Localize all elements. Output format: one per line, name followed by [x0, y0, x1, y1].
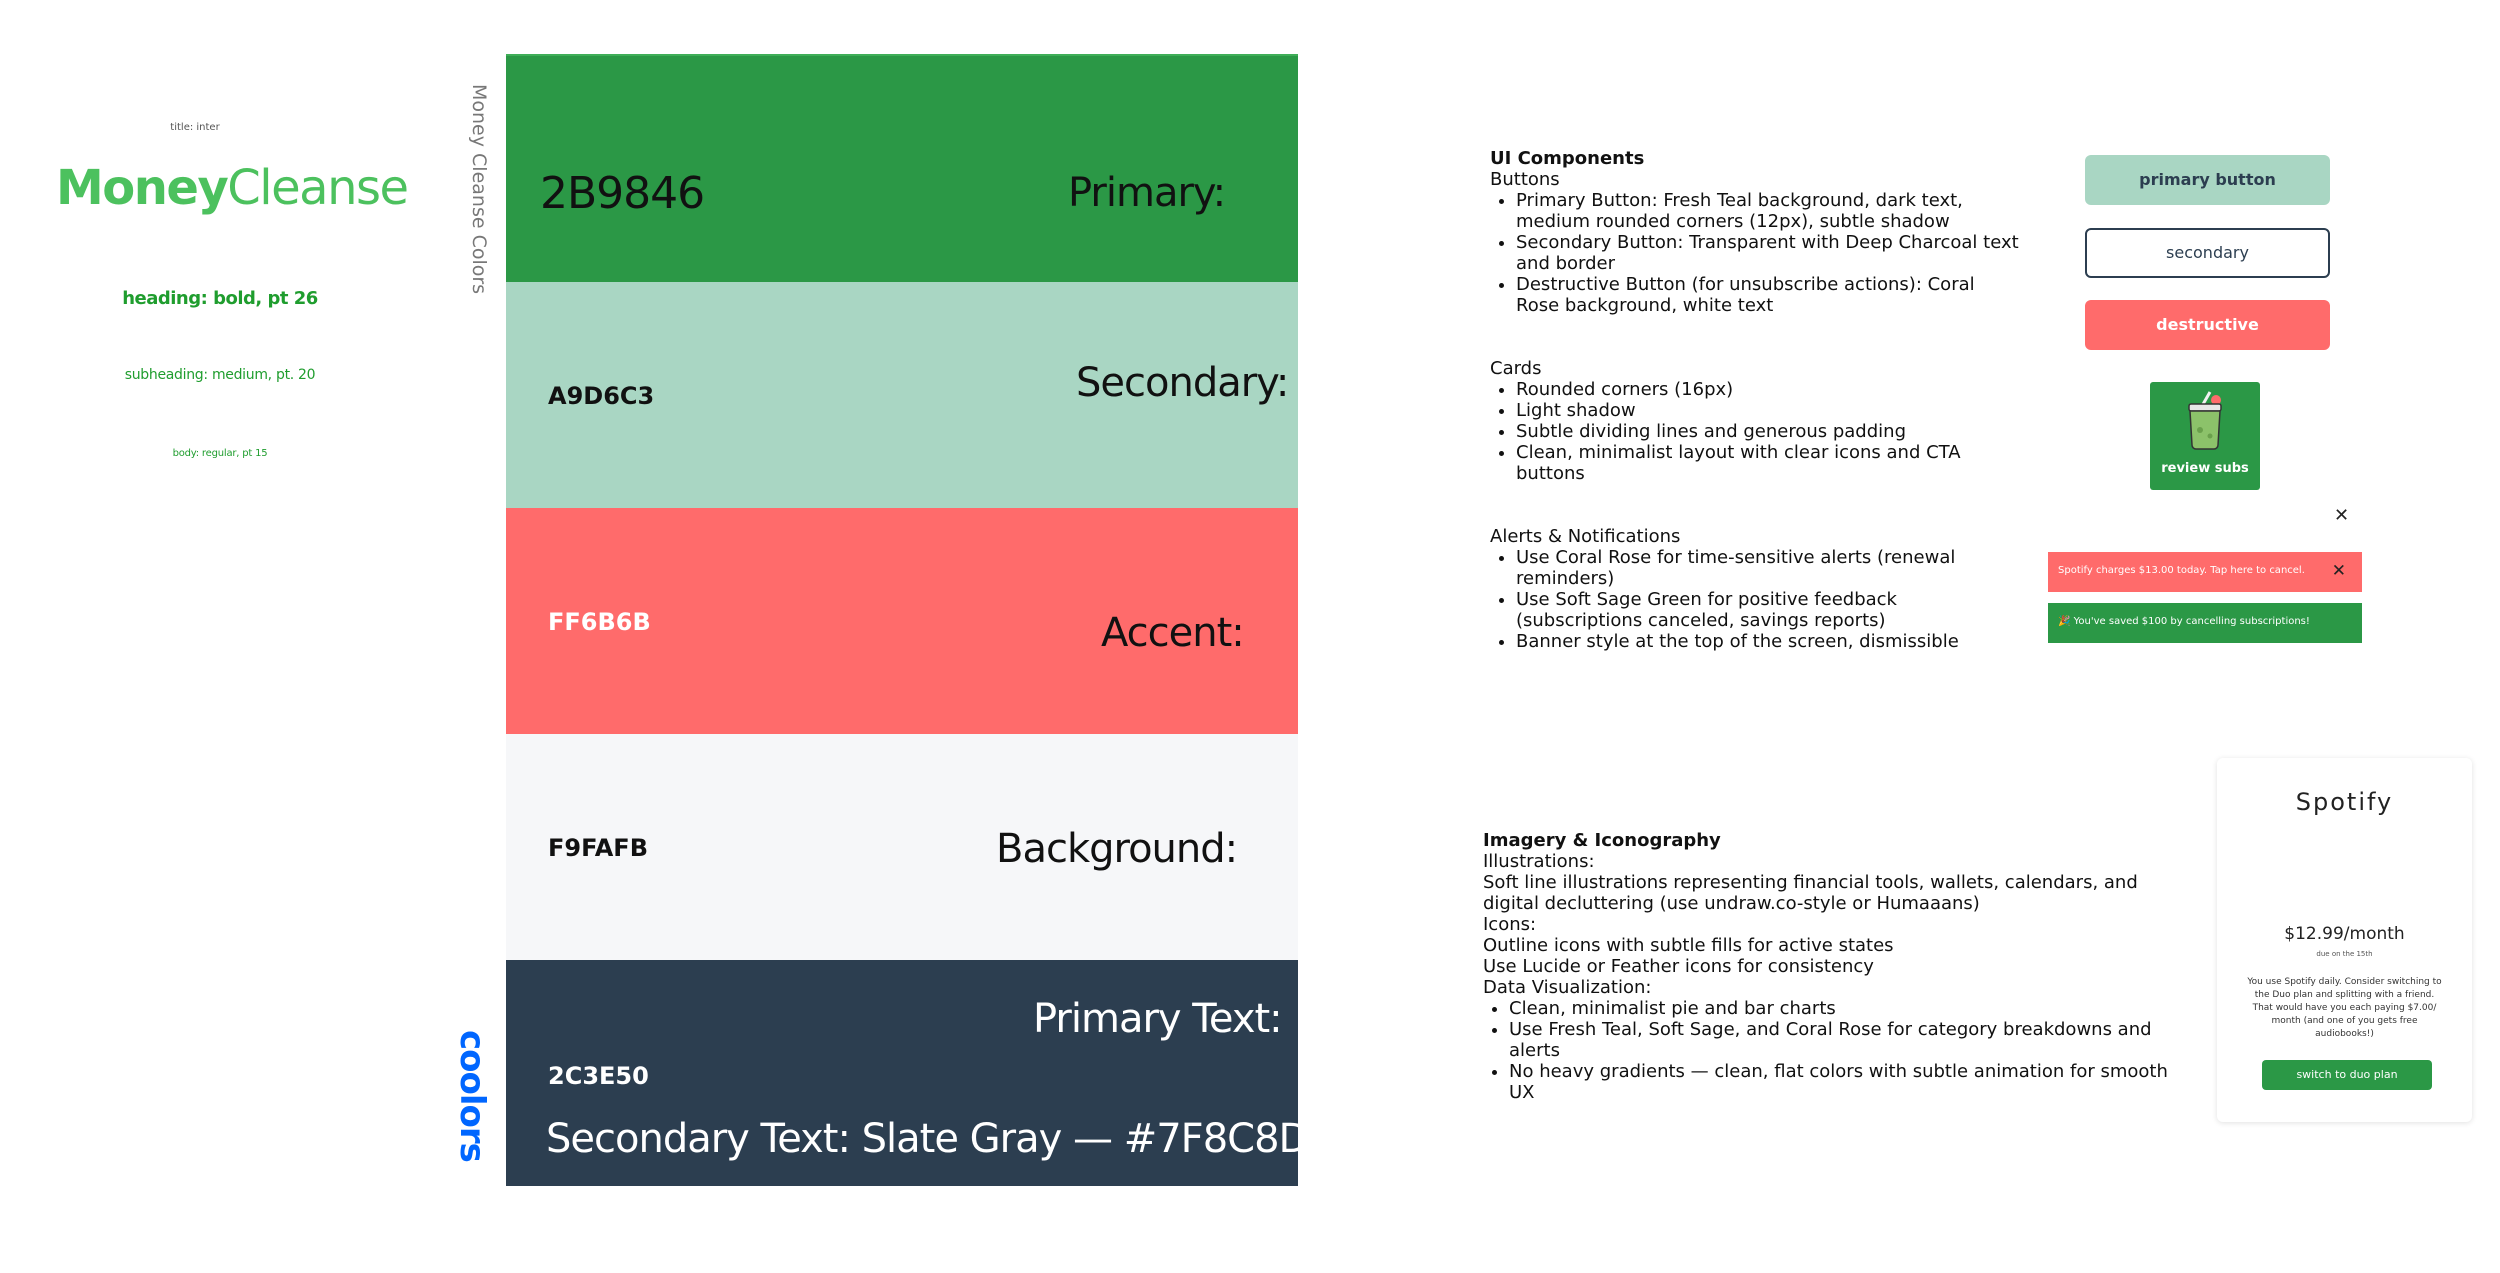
money-cleanse-logo	[56, 160, 408, 216]
suggestion-text: You use Spotify daily. Consider switching to the Duo plan and splitting with a friend. That would have you each paying $7.00/ month (and one of you gets free audiobooks!)	[2247, 977, 2442, 1039]
swatch-secondary	[506, 282, 1298, 508]
imagery-title: Imagery & Iconography	[1483, 830, 1721, 851]
primary-button[interactable]: primary button	[2085, 155, 2330, 205]
heading-style-note: heading: bold, pt 26	[122, 288, 318, 309]
swatch-accent	[506, 508, 1298, 734]
list-item: • No heavy gradients — clean, flat colors with subtle animation for smooth UX	[1509, 1061, 2183, 1103]
body-style-note: body: regular, pt 15	[172, 448, 268, 459]
buttons-list	[1490, 190, 2020, 316]
list-item: • Use Soft Sage Green for positive feedback (subscriptions canceled, savings reports)	[1516, 589, 2020, 631]
list-item: • Destructive Button (for unsubscribe actions): Coral Rose background, white text	[1516, 274, 2020, 316]
coolors-logo: coolors	[452, 1030, 492, 1162]
icons-line: Use Lucide or Feather icons for consistency	[1483, 956, 1874, 977]
swatch-background	[506, 734, 1298, 960]
imagery-section	[1483, 830, 2183, 1103]
review-subs-card[interactable]	[2150, 382, 2260, 490]
renewal-alert-banner[interactable]	[2048, 552, 2362, 592]
service-name: Spotify	[2295, 788, 2394, 816]
swatch-name: Primary Text:	[1033, 996, 1282, 1042]
secondary-text-note: Secondary Text: Slate Gray — #7F8C8D	[546, 1116, 1309, 1162]
secondary-button[interactable]: secondary	[2085, 228, 2330, 278]
swatch-hex: 2C3E50	[548, 1062, 649, 1090]
due-date: due on the 15th	[2316, 950, 2373, 958]
swatch-name: Primary:	[1068, 170, 1226, 216]
swatch-primary-text	[506, 960, 1309, 1186]
list-item: • Use Coral Rose for time-sensitive alerts (renewal reminders)	[1516, 547, 2020, 589]
list-item: • Subtle dividing lines and generous padding	[1516, 421, 2020, 442]
icons-heading: Icons:	[1483, 914, 1537, 935]
swatch-hex: F9FAFB	[548, 834, 648, 862]
close-icon[interactable]: ✕	[2331, 561, 2346, 580]
swatch-hex: A9D6C3	[548, 382, 655, 410]
swatch-name: Accent:	[1101, 610, 1244, 656]
destructive-button[interactable]: destructive	[2085, 300, 2330, 350]
list-item: • Clean, minimalist layout with clear icons and CTA buttons	[1516, 442, 2020, 484]
buttons-heading: Buttons	[1490, 169, 1560, 190]
cards-heading: Cards	[1490, 358, 1542, 379]
logo-bold-part: Money	[56, 160, 228, 216]
dataviz-list	[1483, 998, 2183, 1103]
icons-line: Outline icons with subtle fills for active states	[1483, 935, 1894, 956]
swatch-primary	[506, 54, 1298, 282]
smoothie-jar-icon	[2180, 390, 2230, 452]
list-item: • Primary Button: Fresh Teal background, dark text, medium rounded corners (12px), subtle shadow	[1516, 190, 2020, 232]
list-item: • Clean, minimalist pie and bar charts	[1509, 998, 2183, 1019]
logo-light-part: Cleanse	[227, 160, 408, 216]
list-item: • Use Fresh Teal, Soft Sage, and Coral Rose for category breakdowns and alerts	[1509, 1019, 2183, 1061]
palette-vertical-title: Money Cleanse Colors	[468, 84, 490, 295]
swatch-name: Secondary:	[1076, 360, 1289, 406]
list-item: • Light shadow	[1516, 400, 2020, 421]
spotify-subscription-card	[2217, 758, 2472, 1122]
alerts-heading: Alerts & Notifications	[1490, 526, 1681, 547]
review-subs-label: review subs	[2161, 461, 2249, 476]
alerts-list	[1490, 547, 2020, 652]
renewal-alert-text: Spotify charges $13.00 today. Tap here to cancel.	[2058, 565, 2305, 576]
illustrations-heading: Illustrations:	[1483, 851, 1595, 872]
cards-list	[1490, 379, 2020, 484]
swatch-hex: 2B9846	[540, 168, 705, 219]
list-item: • Banner style at the top of the screen, dismissible	[1516, 631, 2020, 652]
subheading-style-note: subheading: medium, pt. 20	[124, 367, 316, 383]
savings-alert-text: 🎉 You've saved $100 by cancelling subscriptions!	[2058, 616, 2310, 627]
switch-plan-button[interactable]: switch to duo plan	[2262, 1060, 2432, 1090]
illustrations-text: Soft line illustrations representing financial tools, wallets, calendars, and digital decluttering (use undraw.co-style or Humaaans)	[1483, 872, 2138, 914]
dataviz-heading: Data Visualization:	[1483, 977, 1652, 998]
ui-components-section	[1490, 148, 2020, 652]
title-font-note: title: inter	[170, 122, 220, 133]
swatch-hex: FF6B6B	[548, 608, 651, 636]
list-item: • Secondary Button: Transparent with Deep Charcoal text and border	[1516, 232, 2020, 274]
savings-alert-banner[interactable]	[2048, 603, 2362, 643]
ui-components-title: UI Components	[1490, 148, 1645, 169]
service-price: $12.99/month	[2284, 924, 2405, 944]
swatch-name: Background:	[996, 826, 1238, 872]
close-icon[interactable]: ✕	[2334, 505, 2350, 526]
list-item: • Rounded corners (16px)	[1516, 379, 2020, 400]
